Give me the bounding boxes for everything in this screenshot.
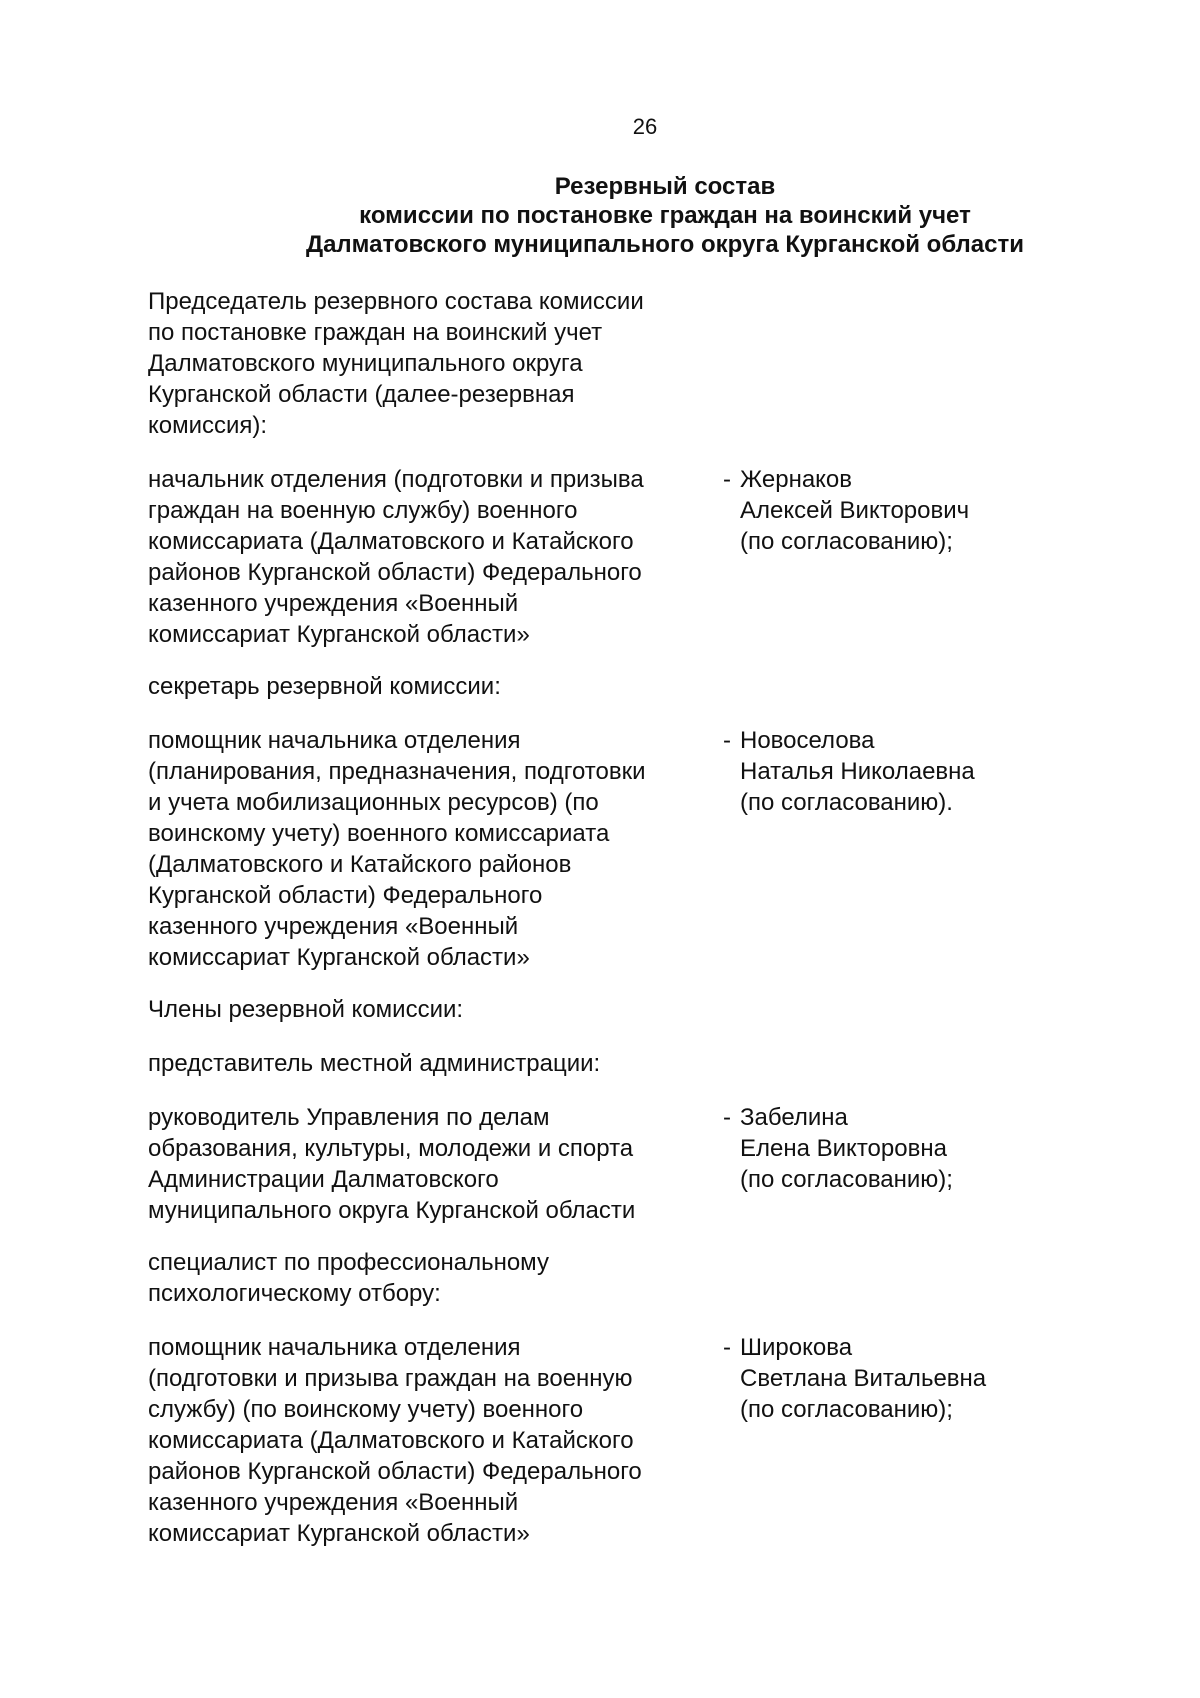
secretary-heading: секретарь резервной комиссии: [148, 673, 501, 700]
psych-entry [148, 1332, 1048, 1549]
psych-position: помощник начальника отделения (подготовки и призыва граждан на военную службу) (по воинскому учету) военного комиссариата (Далматовского и Катайского районов Курганской области) Федерального казенного учреждения «Военный комиссариат Курганской области» [148, 1334, 642, 1547]
local-admin-position: руководитель Управления по делам образования, культуры, молодежи и спорта Администрации Далматовского муниципального округа Курганской области [148, 1104, 636, 1224]
chairman-position: начальник отделения (подготовки и призыва граждан на военную службу) военного комиссариата (Далматовского и Катайского районов Курганской области) Федерального казенного учреждения «Военный комиссариат Курганской области» [148, 466, 644, 648]
secretary-name: Новоселова Наталья Николаевна (по согласованию). [740, 727, 975, 816]
dash: - [723, 1334, 731, 1361]
psych-name: Широкова Светлана Витальевна (по согласованию); [740, 1334, 987, 1423]
local-admin-heading: представитель местной администрации: [148, 1050, 601, 1077]
local-admin-entry [148, 1102, 1048, 1226]
document-title [0, 172, 1200, 259]
dash: - [723, 1104, 731, 1131]
local-admin-name: Забелина Елена Викторовна (по согласованию); [740, 1104, 953, 1193]
chairman-entry [148, 464, 1048, 650]
psych-heading: специалист по профессиональному психологическому отбору: [148, 1249, 549, 1307]
title-line-2: комиссии по постановке граждан на воинский учет [359, 202, 971, 229]
page-number: 26 [632, 114, 658, 139]
secretary-position: помощник начальника отделения (планирования, предназначения, подготовки и учета мобилизационных ресурсов) (по воинскому учету) военного комиссариата (Далматовского и Катайского районов Курганской области) Федерального казенного учреждения «Военный комиссариат Курганской области» [148, 727, 646, 971]
title-line-1: Резервный состав [554, 173, 776, 200]
document-body [148, 286, 1048, 1549]
secretary-entry [148, 725, 1048, 973]
chairman-name: Жернаков Алексей Викторович (по согласованию); [740, 466, 970, 555]
dash: - [723, 466, 731, 493]
chairman-heading: Председатель резервного состава комиссии по постановке граждан на воинский учет Далматовского муниципального округа Курганской области (далее-резервная комиссия): [148, 288, 644, 439]
dash: - [723, 727, 731, 754]
title-line-3: Далматовского муниципального округа Курганской области [305, 231, 1024, 258]
members-heading: Члены резервной комиссии: [148, 996, 464, 1023]
